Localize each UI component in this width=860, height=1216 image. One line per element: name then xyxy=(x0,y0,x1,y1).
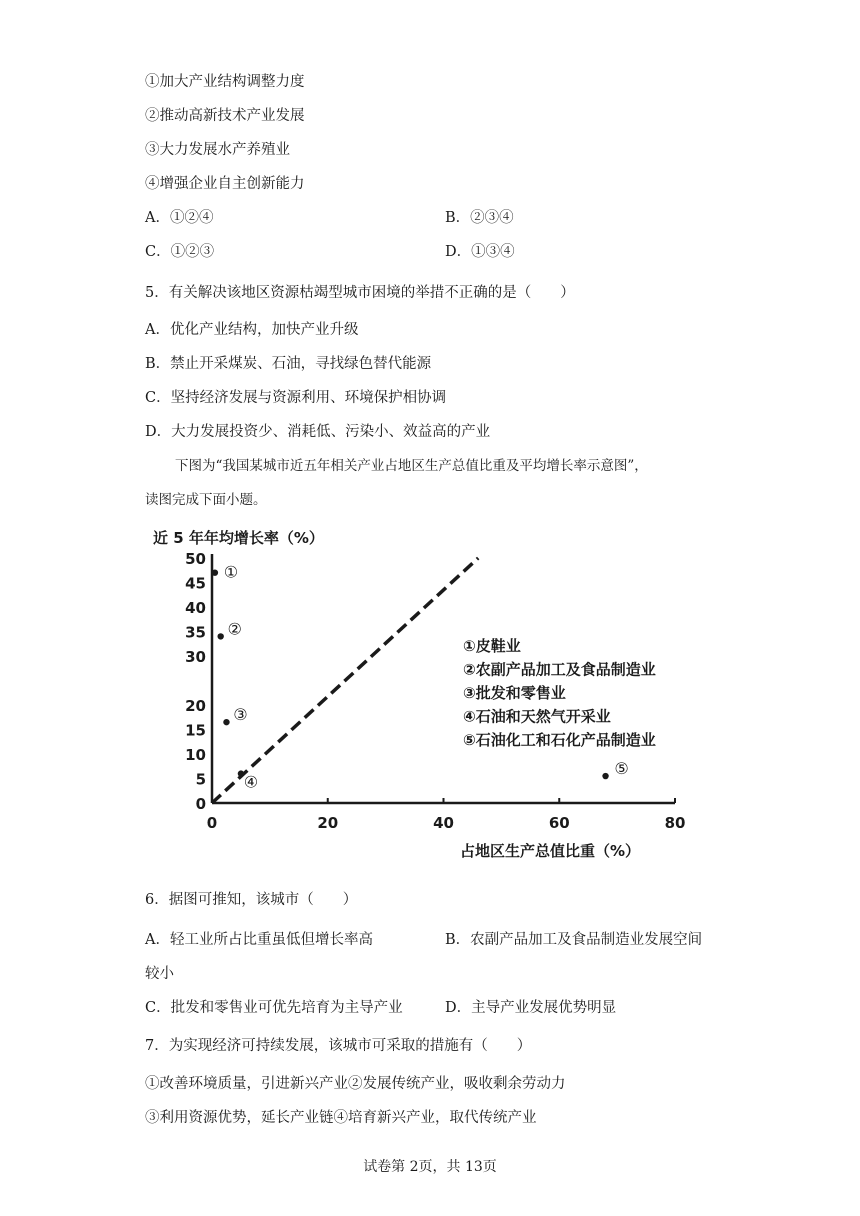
q5-stem: 5．有关解决该地区资源枯竭型城市困境的举措不正确的是（ ） xyxy=(145,285,575,301)
point-marker-label: ② xyxy=(227,619,242,639)
q7-stem: 7．为实现经济可持续发展，该城市可采取的措施有（ ） xyxy=(145,1038,532,1054)
q6-option-b-cont: 较小 xyxy=(145,966,174,982)
y-tick-label: 5 xyxy=(195,770,206,789)
q4-item-1: ①加大产业结构调整力度 xyxy=(145,74,305,90)
data-point xyxy=(217,633,223,639)
q4-option-b: B．②③④ xyxy=(445,210,514,226)
q4-option-c: C．①②③ xyxy=(145,244,215,260)
q5-option-b: B．禁止开采煤炭、石油，寻找绿色替代能源 xyxy=(145,356,432,372)
figure-intro-line1: 下图为“我国某城市近五年相关产业占地区生产总值比重及平均增长率示意图”， xyxy=(175,458,648,474)
x-tick-label: 80 xyxy=(664,814,686,832)
q6-option-a: A．轻工业所占比重虽低但增长率高 xyxy=(145,932,373,948)
q6-stem: 6．据图可推知，该城市（ ） xyxy=(145,892,358,908)
reference-line xyxy=(212,558,478,803)
data-point xyxy=(602,773,608,779)
data-point xyxy=(212,570,218,576)
point-marker-label: ④ xyxy=(243,772,259,792)
growth-share-chart xyxy=(145,520,705,865)
data-point xyxy=(223,719,229,725)
q6-option-c: C．批发和零售业可优先培育为主导产业 xyxy=(145,1000,403,1016)
y-tick-label: 45 xyxy=(185,574,206,593)
figure-intro-line2: 读图完成下面小题。 xyxy=(145,492,267,508)
q5-option-a: A．优化产业结构，加快产业升级 xyxy=(145,322,359,338)
x-axis-title: 占地区生产总值比重（%） xyxy=(460,842,641,860)
legend xyxy=(463,637,656,749)
q6-option-d: D．主导产业发展优势明显 xyxy=(445,1000,617,1016)
x-tick-label: 0 xyxy=(206,814,218,832)
y-tick-label: 30 xyxy=(185,648,206,666)
y-tick-label: 15 xyxy=(185,721,206,740)
y-tick-label: 40 xyxy=(185,599,206,617)
q7-line1: ①改善环境质量，引进新兴产业②发展传统产业，吸收剩余劳动力 xyxy=(145,1076,566,1092)
legend-entry: ⑤石油化工和石化产品制造业 xyxy=(463,731,656,749)
legend-entry: ③批发和零售业 xyxy=(463,684,566,702)
legend-entry: ②农副产品加工及食品制造业 xyxy=(463,660,656,679)
y-axis-title: 近 5 年年均增长率（%） xyxy=(153,529,324,547)
y-tick-label: 20 xyxy=(185,697,206,715)
q4-item-2: ②推动高新技术产业发展 xyxy=(145,108,305,124)
y-tick-label: 0 xyxy=(195,795,206,813)
tick-labels xyxy=(185,550,685,832)
y-tick-label: 10 xyxy=(185,746,206,764)
legend-entry: ①皮鞋业 xyxy=(463,637,521,655)
page-footer: 试卷第 2页，共 13页 xyxy=(363,1159,497,1175)
q4-option-d: D．①③④ xyxy=(445,244,515,260)
point-marker-label: ③ xyxy=(233,705,248,725)
q5-option-d: D．大力发展投资少、消耗低、污染小、效益高的产业 xyxy=(145,424,491,440)
y-tick-label: 50 xyxy=(185,550,206,568)
y-tick-label: 35 xyxy=(185,623,206,642)
q4-option-a: A．①②④ xyxy=(145,210,214,226)
q6-option-b: B．农副产品加工及食品制造业发展空间 xyxy=(445,932,703,948)
legend-entry: ④石油和天然气开采业 xyxy=(463,707,611,726)
q4-item-4: ④增强企业自主创新能力 xyxy=(145,176,305,192)
q5-option-c: C．坚持经济发展与资源利用、环境保护相协调 xyxy=(145,390,447,406)
q7-line2: ③利用资源优势，延长产业链④培育新兴产业，取代传统产业 xyxy=(145,1110,537,1126)
q4-item-3: ③大力发展水产养殖业 xyxy=(145,142,290,158)
x-tick-label: 40 xyxy=(433,814,454,832)
point-marker-label: ⑤ xyxy=(614,759,629,779)
x-tick-label: 60 xyxy=(548,814,570,832)
point-marker-label: ① xyxy=(223,562,239,582)
x-tick-label: 20 xyxy=(317,814,339,832)
dashed-trend-line xyxy=(212,558,478,803)
